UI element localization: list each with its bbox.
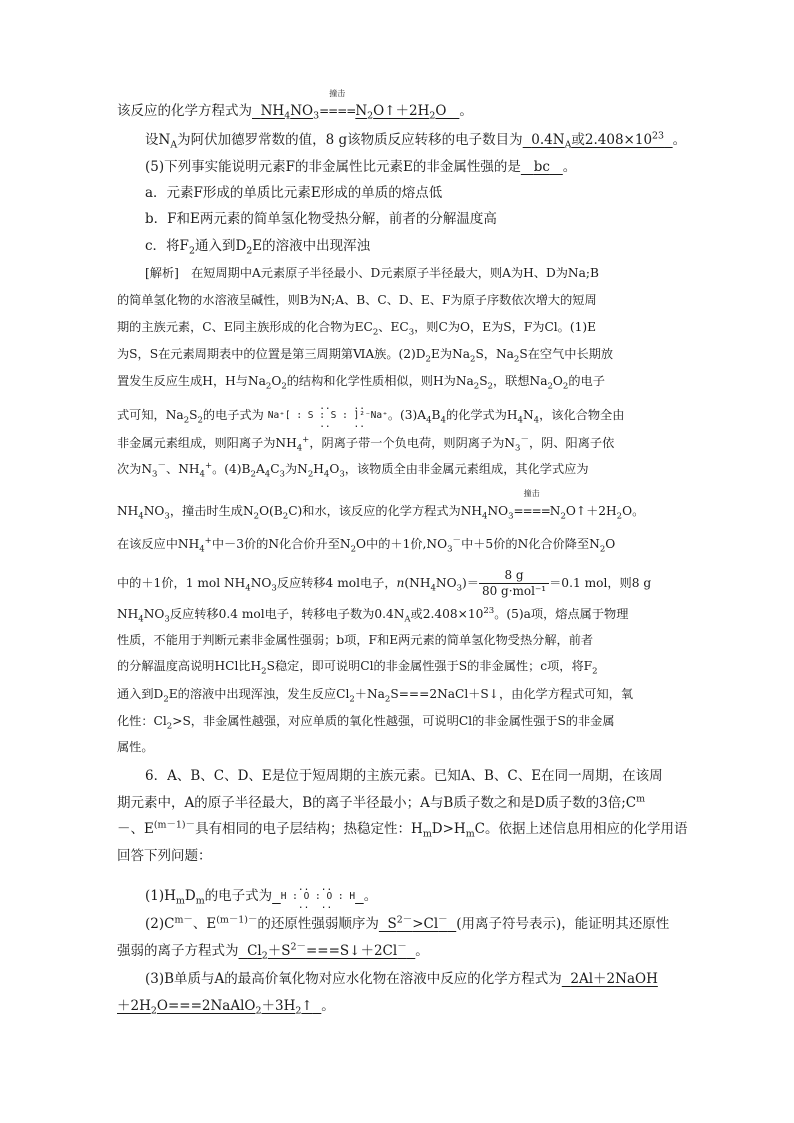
answer-blank: $0.4N_A$或$2.408\times 10^{23}$ (531, 130, 665, 151)
analysis-line: 式可知，$Na_2S_2$的电子式为 .. .. Na⁺[ : S : S : ]²⁻Na⁺ .. .. 。$(3)A_4B_4$的化学式为$H_4N_4$，该化合物全由 (117, 401, 625, 430)
answer-blank: $+2H_2O===2NaAlO_2+3H_2↑$ (117, 998, 313, 1017)
question-6-line: 期元素中，A的原子半径最大，B的离子半径最小；A与B质子数之和是D质子数的3倍$;C^m$ (117, 793, 646, 811)
question-6-part-2-line: 强弱的离子方程式为 $Cl_2+S^{2-}===S↓+2Cl^-$ 。 (117, 941, 429, 962)
analysis-line: 性质，不能用于判断元素非金属性强弱；b项，F和E两元素的简单氢化物受热分解，前者 (117, 633, 594, 647)
reaction-condition: 撞击 (523, 489, 540, 498)
question-6: 6．A、B、C、D、E是位于短周期的主族元素。已知A、B、C、E在同一周期，在该周 (145, 768, 663, 784)
lewis-structure-na2s2: .. .. Na⁺[ : S : S : ]²⁻Na⁺ .. .. (267, 401, 388, 430)
option-c: c．将$F_2$通入到$D_2E$的溶液中出现浑浊 (145, 238, 371, 257)
question-line: 设$N_A$为阿伏加德罗常数的值，8 g该物质反应转移的电子数目为 $0.4N_A$或$2.408\times 10^{23}$ 。 (145, 130, 687, 151)
text: 该反应的化学方程式为 (117, 103, 252, 119)
lewis-structure-h2o2: .. .. H : O : O : H .. .. (280, 882, 356, 911)
answer-blank (272, 882, 364, 911)
molar-fraction: $\frac{8 g}{\text{80 g·mol⁻¹}}$ (479, 568, 549, 599)
option-a: a．元素F形成的单质比元素E形成的单质的熔点低 (145, 185, 443, 201)
analysis-line: 为S，S在元素周期表中的位置是第三周期第ⅥA族。$(2)D_2E$为$Na_2S$，$Na_2S$在空气中长期放 (117, 347, 614, 365)
reaction-equation-line: 该反应的化学方程式为 $NH_4NO_3$ 撞击 $====N_2O↑+2H_2O$ 。 (117, 89, 473, 122)
analysis-line: [解析] 在短周期中A元素原子半径最小、D元素原子半径最大，则A为H、D为Na;B (145, 266, 599, 280)
question-6-line: －、$E^{(m-1)-}$具有相同的电子层结构；热稳定性：$H_mD>H_mC$。依据上述信息用相应的化学用语 (117, 819, 688, 840)
analysis-line: $NH_4NO_3$，撞击时生成$N_2O(B_2C)$和水，该反应的化学方程式为$NH_4NO_3$ 撞击 $====N_2O↑+2H_2O$。 (117, 489, 645, 522)
analysis-line: 的分解温度高说明HCl比$H_2S$稳定，即可说明Cl的非金属性强于S的非金属性；c项，将$F_2$ (117, 659, 598, 677)
answer-blank: bc (533, 159, 550, 175)
question-6-part-2: $(2)C^{m-}$、$E^{(m-1)-}$的还原性强弱顺序为 $S^{2-}>Cl^-$ (用离子符号表示)，能证明其还原性 (145, 914, 670, 932)
question-6-part-3-line: $+2H_2O===2NaAlO_2+3H_2↑$ 。 (117, 998, 335, 1017)
analysis-line: 属性。 (117, 740, 154, 754)
analysis-line: 次为$N_3^-$、$NH_4^+$。$(4)B_2A_4C_3$为$N_2H_4O_3$，该物质全由非金属元素组成，其化学式应为 (117, 460, 589, 480)
analysis-line: 非金属元素组成，则阳离子为$NH_4^+$，阴离子带一个负电荷，则阴离子为$N_3^-$，阴、阳离子依 (117, 434, 615, 454)
analysis-line: 在该反应中$NH_4^+$中－3价的N化合价升至$N_2O$中的＋1价$,NO_3^-$中＋5价的N化合价降至$N_2O$ (117, 535, 616, 555)
question-line: (5)下列事实能说明元素F的非金属性比元素E的非金属性强的是 bc 。 (145, 159, 577, 175)
analysis-line: 通入到$D_2E$的溶液中出现浑浊，发生反应$Cl_2+Na_2S===2NaCl+S↓$，由化学方程式可知，氧 (117, 687, 634, 705)
option-b: b．F和E两元素的简单氢化物受热分解，前者的分解温度高 (145, 211, 497, 227)
analysis-line: 期的主族元素，C、E同主族形成的化合物为$EC_2$、$EC_3$，则C为O，E为S，F为Cl。(1)E (117, 320, 597, 338)
question-6-part-3: (3)B单质与A的最高价氧化物对应水化物在溶液中反应的化学方程式为 2Al＋2NaOH (145, 971, 658, 987)
analysis-line: 化性：$Cl_2>S$，非金属性越强，对应单质的氧化性越强，可说明Cl的非金属性强于S的非金属 (117, 714, 615, 732)
answer-blank: $Cl_2+S^{2-}===S↓+2Cl^-$ (247, 941, 407, 962)
analysis-line: 的简单氢化物的水溶液呈碱性，则B为N;A、B、C、D、E、F为原子序数依次增大的短周 (117, 293, 597, 307)
analysis-line: 中的＋1价，1 mol $NH_4NO_3$反应转移4 mol电子，$n(NH_4NO_3)=$ $\frac{8 g}{\text{80 g·mol⁻¹}}$ ＝0.1 mol，则8 g (117, 568, 652, 598)
answer-blank: $NH_4NO_3$ 撞击 $====N_2O↑+2H_2O$ (260, 89, 447, 122)
answer-blank: $S^{2-}>Cl^-$ (387, 914, 448, 932)
question-6-part-1: $(1)H_mD_m$的电子式为 .. .. H : O : O : H .. .. 。 (145, 882, 378, 911)
reaction-condition: 撞击 (329, 89, 346, 98)
answer-blank: 2Al＋2NaOH (570, 971, 658, 987)
analysis-line: $NH_4NO_3$反应转移0.4 mol电子，转移电子数为$0.4N_A$或$2.408\times 10^{23}$。(5)a项，熔点属于物理 (117, 605, 629, 625)
analysis-line: 置发生反应生成H，H与$Na_2O_2$的结构和化学性质相似，则H为$Na_2S_2$，联想$Na_2O_2$的电子 (117, 374, 605, 392)
question-6-line: 回答下列问题： (117, 848, 212, 864)
